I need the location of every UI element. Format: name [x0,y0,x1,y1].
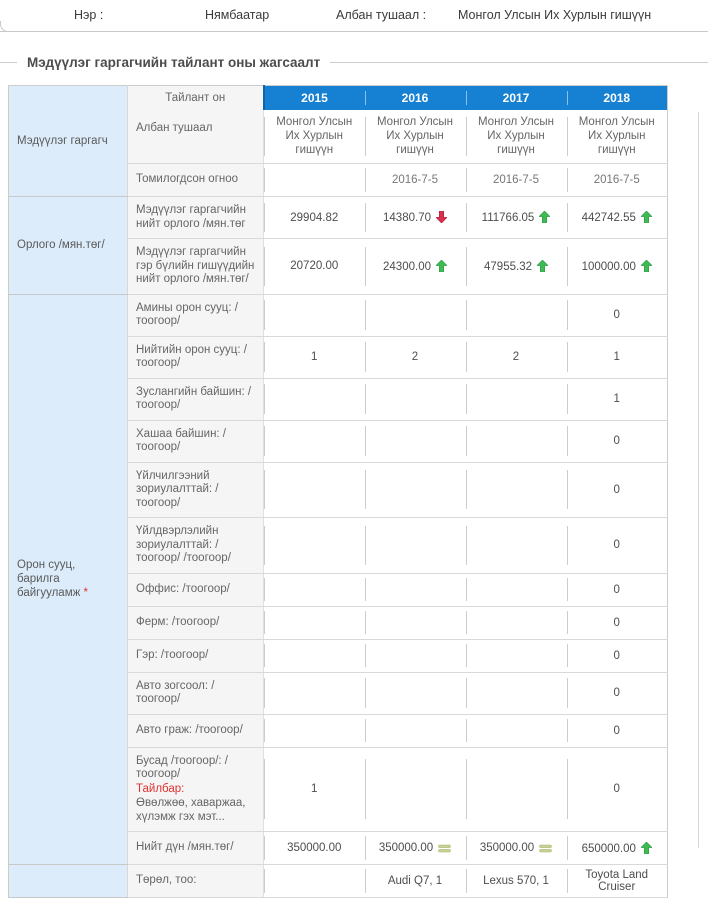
row-label [128,832,264,865]
cell-value: 350000.00 [378,842,434,854]
note-text: Өвөлжөө, хаваржаа, хүлэмж гэх мэт... [136,797,246,823]
value-cell [466,747,567,832]
value-cell [466,606,567,639]
section-header-cell [9,865,128,898]
position-value: Монгол Улсын Их Хурлын гишүүн [458,8,652,22]
unchanged-icon [438,844,451,853]
value-cell [264,714,365,747]
cell-value: 0 [613,783,620,796]
value-cell [466,197,567,239]
year-header-2017[interactable]: 2017 [466,86,567,110]
section-title: Орлого /мян.төг/ [17,239,105,252]
value-cell [567,518,668,574]
row-label [128,518,264,574]
value-cell [365,573,466,606]
value-cell [264,672,365,714]
value-cell [466,518,567,574]
value-cell [264,573,365,606]
row-label [128,639,264,672]
value-cell [365,865,466,898]
row-label [128,420,264,462]
value-cell [466,420,567,462]
cell-value: Lexus 570, 1 [483,875,549,887]
value-cell [466,832,567,865]
increase-icon [436,260,447,272]
position-text: Монгол Улсын Их Хурлын гишүүн [477,116,555,157]
row-label-text: Нийтийн орон сууц: /тоогоор/ [136,343,247,369]
row-label [128,606,264,639]
section-header-cell [9,294,128,865]
row-label [128,573,264,606]
value-cell [466,336,567,378]
value-cell [466,672,567,714]
value-cell [466,378,567,420]
section-title: Орон сууц, барилга байгууламж * [17,559,88,600]
cell-value: 100000.00 [581,260,636,273]
value-cell [264,832,365,865]
section-header-cell [9,197,128,295]
cell-value: 14380.70 [383,212,431,224]
report-table [8,85,668,898]
cell-value: 1 [311,351,318,363]
value-cell [466,639,567,672]
cell-value: 0 [613,435,620,447]
cell-value: 0 [613,649,620,662]
right-edge-line [698,112,699,848]
cell-value: 1 [311,783,318,796]
row-label [128,747,264,832]
appointed-date-value [567,164,668,197]
value-cell [567,239,668,295]
value-cell [466,865,567,898]
cell-value: 0 [613,483,620,496]
value-cell [264,336,365,378]
appointed-date-value [264,164,365,197]
cell-value: 24300.00 [383,260,431,273]
increase-icon [641,260,652,272]
value-cell [466,239,567,295]
row-label-text: Мэдүүлэг гаргагчийн гэр бүлийн гишүүдийн нийт орлого /мян.төг/ [136,246,255,285]
row-label-text: Төрөл, тоо: [136,874,197,887]
position-label: Албан тушаал : [336,8,427,22]
row-label-text: Авто граж: /тоогоор/ [136,723,243,736]
row-label [128,239,264,295]
value-cell [567,378,668,420]
cell-value: 2016-7-5 [593,174,640,186]
cell-value: 2016-7-5 [492,174,540,186]
row-label-text: Томилогдсон огноо [136,173,239,186]
year-header-2016[interactable]: 2016 [365,86,466,110]
cell-value: 29904.82 [290,211,339,224]
cell-value: 650000.00 [581,842,636,855]
value-cell [567,336,668,378]
value-cell [567,639,668,672]
left-header-label: Мэдүүлэг гаргагч [17,135,108,147]
position-row-label: Албан тушаал [136,122,213,134]
row-label-text: Оффис: /тоогоор/ [136,582,230,595]
cell-value: 1 [613,351,620,363]
value-cell [365,462,466,518]
position-text: Монгол Улсын Их Хурлын гишүүн [376,116,454,157]
value-cell [365,832,466,865]
value-cell [567,294,668,336]
value-cell [264,378,365,420]
position-value-cell [466,110,567,164]
row-label [128,336,264,378]
value-cell [264,294,365,336]
value-cell [567,462,668,518]
appointed-date-label [128,164,264,197]
cell-value: 0 [613,616,620,629]
row-label-text: Бусад /тоогоор/: / тоогоор/ [136,754,228,780]
cell-value: 47955.32 [484,260,532,273]
increase-icon [539,211,550,223]
note-label: Тайлбар: [136,782,185,795]
row-label-text: Ферм: /тоогоор/ [136,615,220,628]
row-label-text: Үйлдвэрлэлийн зориулалттай: /тоогоор/ /тоогоор/ [136,525,231,564]
required-asterisk: * [80,587,88,600]
cell-value: 2 [512,351,520,363]
cell-value: 2016-7-5 [391,174,439,186]
value-cell [264,518,365,574]
row-label-text: Авто зогсоол: /тоогоор/ [136,679,215,705]
cell-value: 0 [613,687,620,699]
appointed-date-value [365,164,466,197]
cell-value: 0 [613,724,620,737]
value-cell [365,197,466,239]
cell-value: 20720.00 [290,260,339,273]
report-year-label: Тайлант он [165,92,226,104]
name-label: Нэр : [74,8,104,22]
row-label-text: Амины орон сууц: /тоогоор/ [136,301,238,327]
position-value-cell [365,110,466,164]
row-label-text: Зуслангийн байшин: /тоогоор/ [136,385,252,411]
row-label [128,462,264,518]
value-cell [567,420,668,462]
row-label [128,294,264,336]
value-cell [365,518,466,574]
declarant-header-cell [9,86,128,197]
value-cell [466,573,567,606]
value-cell [365,639,466,672]
increase-icon [641,211,652,223]
value-cell [365,747,466,832]
cell-value: 1 [613,393,620,405]
legend-line-left [0,62,17,63]
value-cell [365,672,466,714]
value-cell [264,747,365,832]
value-cell [567,714,668,747]
cell-value: 0 [613,583,620,596]
row-label-text: Гэр: /тоогоор/ [136,648,209,661]
value-cell [466,714,567,747]
header-label-cell [128,86,264,164]
row-label [128,378,264,420]
row-label [128,714,264,747]
value-cell [567,747,668,832]
cell-value: 350000.00 [287,842,342,854]
value-cell [264,239,365,295]
value-cell [264,865,365,898]
decrease-icon [436,211,447,223]
appointed-date-value [466,164,567,197]
row-label-text: Мэдүүлэг гаргагчийн нийт орлого /мян.төг [136,204,246,230]
value-cell [466,462,567,518]
cell-value: Toyota Land Cruiser [585,869,649,893]
legend-line-right [330,62,708,63]
cell-value: 0 [613,309,620,321]
section-title [9,875,127,887]
row-label-text: Нийт дүн /мян.төг/ [136,841,234,854]
position-text: Монгол Улсын Их Хурлын гишүүн [578,116,655,157]
value-cell [264,639,365,672]
value-cell [567,865,668,898]
cell-value: 2 [411,351,419,363]
value-cell [365,239,466,295]
row-label [128,672,264,714]
value-cell [264,462,365,518]
cell-value: 442742.55 [581,212,636,224]
row-label-text: Үйлчилгээний зориулалттай: /тоогоор/ [136,469,219,509]
value-cell [365,336,466,378]
cell-value: 350000.00 [479,842,535,854]
report-table-body [9,86,668,898]
value-cell [567,832,668,865]
value-cell [365,420,466,462]
year-header-2015[interactable]: 2015 [264,86,365,110]
value-cell [365,378,466,420]
value-cell [264,197,365,239]
cell-value: Audi Q7, 1 [387,875,443,887]
position-text: Монгол Улсын Их Хурлын гишүүн [276,116,353,157]
value-cell [365,606,466,639]
increase-icon [537,260,548,272]
page-title: Мэдүүлэг гаргагчийн тайлант оны жагсаалт [27,55,321,70]
position-value-cell [567,110,668,164]
value-cell [365,294,466,336]
value-cell [567,573,668,606]
value-cell [466,294,567,336]
year-header-2018[interactable]: 2018 [567,86,668,110]
name-value: Нямбаатар [205,8,270,22]
value-cell [567,197,668,239]
row-label-text: Хашаа байшин: /тоогоор/ [136,427,227,453]
value-cell [365,714,466,747]
unchanged-icon [539,844,552,853]
row-label [128,865,264,898]
cell-value: 0 [613,539,620,552]
position-value-cell [264,110,365,164]
value-cell [264,420,365,462]
cell-value: 111766.05 [481,212,535,224]
value-cell [567,672,668,714]
value-cell [567,606,668,639]
fieldset-legend [0,55,708,70]
row-label [128,197,264,239]
value-cell [264,606,365,639]
user-info-bar [0,0,708,32]
